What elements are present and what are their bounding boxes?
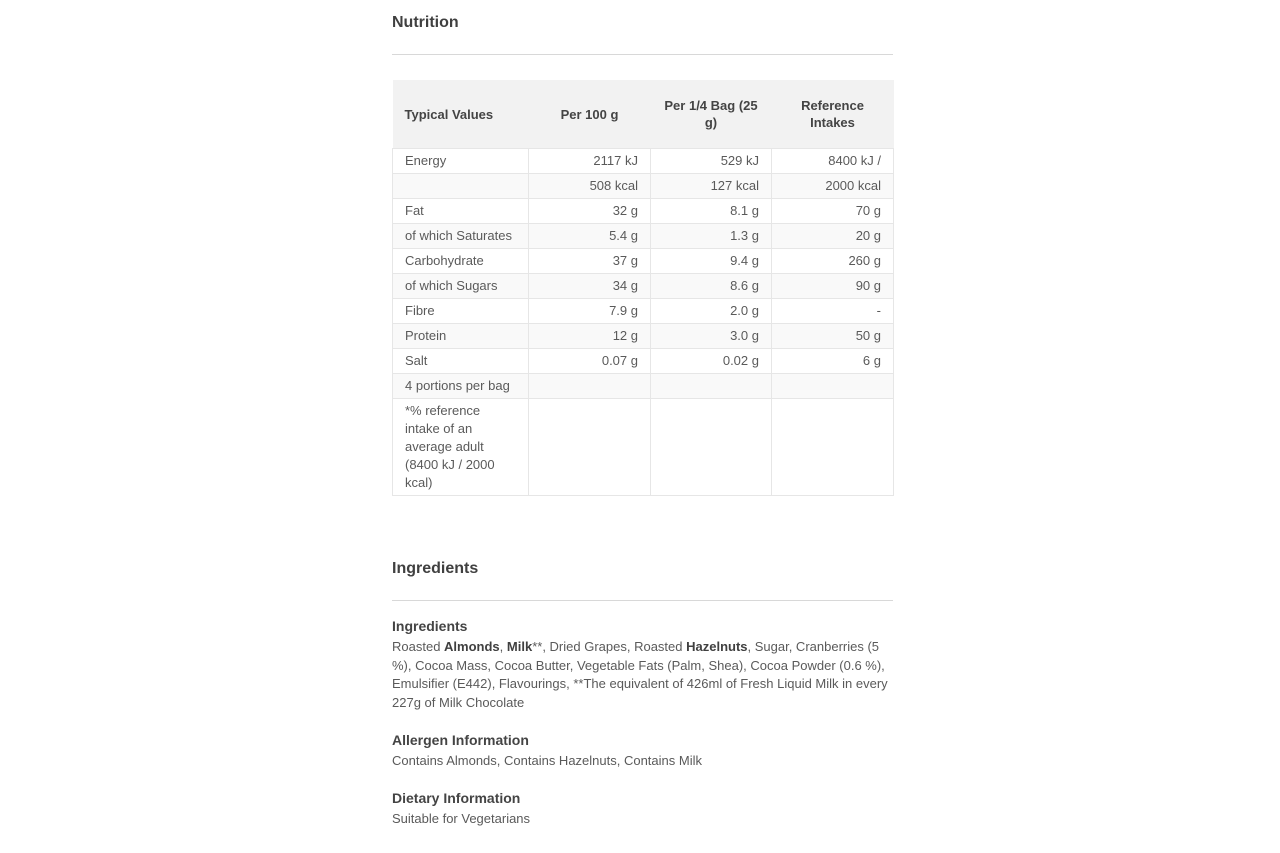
cell-per-portion: 9.4 g bbox=[651, 249, 772, 274]
cell-per-100g: 508 kcal bbox=[529, 174, 651, 199]
cell-per-100g: 12 g bbox=[529, 324, 651, 349]
ingredients-text-fragment: , bbox=[499, 639, 507, 654]
ingredients-text-fragment: Roasted bbox=[392, 639, 445, 654]
cell-per-100g: 2117 kJ bbox=[529, 149, 651, 174]
allergen-block bbox=[392, 731, 893, 771]
nutrition-title: Nutrition bbox=[392, 14, 459, 31]
dietary-text: Suitable for Vegetarians bbox=[392, 811, 531, 826]
cell-per-portion: 3.0 g bbox=[651, 324, 772, 349]
ingredients-divider bbox=[392, 600, 893, 601]
cell-per-portion: 1.3 g bbox=[651, 224, 772, 249]
row-label: Salt bbox=[393, 349, 529, 374]
cell-per-portion: 529 kJ bbox=[651, 149, 772, 174]
allergen-highlight: Milk bbox=[506, 639, 533, 654]
row-label: Fibre bbox=[393, 299, 529, 324]
row-label bbox=[393, 174, 529, 199]
cell-per-100g: 7.9 g bbox=[529, 299, 651, 324]
ingredients-text-fragment: , Sugar, Cranberries (5 %), Cocoa Mass, Cocoa Butter, Vegetable Fats (Palm, Shea), Cocoa Powder (0.6 %), Emulsifier (E442), Flavourings, **The equivalent of 426ml of Fresh Liquid Milk in every 227g of Milk Chocolate bbox=[392, 639, 888, 710]
dietary-heading: Dietary Information bbox=[392, 790, 521, 806]
ingredients-block bbox=[392, 617, 893, 712]
dietary-block bbox=[392, 789, 893, 829]
ingredients-text bbox=[392, 638, 893, 712]
cell-reference-intake: 6 g bbox=[772, 349, 894, 374]
cell-reference-intake: 2000 kcal bbox=[772, 174, 894, 199]
header-typical-values: Typical Values bbox=[393, 80, 529, 149]
row-label: Carbohydrate bbox=[393, 249, 529, 274]
table-row bbox=[393, 299, 894, 324]
allergen-highlight: Hazelnuts bbox=[686, 639, 748, 654]
table-row bbox=[393, 399, 894, 496]
row-label: Energy bbox=[393, 149, 529, 174]
nutrition-divider bbox=[392, 54, 893, 55]
cell-per-portion bbox=[651, 399, 772, 496]
table-row bbox=[393, 324, 894, 349]
cell-per-100g: 34 g bbox=[529, 274, 651, 299]
header-per-quarter-bag: Per 1/4 Bag (25 g) bbox=[651, 80, 772, 149]
cell-per-100g: 5.4 g bbox=[529, 224, 651, 249]
cell-per-portion: 8.6 g bbox=[651, 274, 772, 299]
nutrition-table bbox=[392, 80, 894, 496]
cell-per-portion: 0.02 g bbox=[651, 349, 772, 374]
row-label: 4 portions per bag bbox=[393, 374, 529, 399]
cell-reference-intake bbox=[772, 374, 894, 399]
table-row bbox=[393, 349, 894, 374]
cell-per-100g bbox=[529, 399, 651, 496]
cell-reference-intake: 90 g bbox=[772, 274, 894, 299]
row-label: of which Sugars bbox=[393, 274, 529, 299]
cell-per-portion: 2.0 g bbox=[651, 299, 772, 324]
allergen-text: Contains Almonds, Contains Hazelnuts, Contains Milk bbox=[392, 753, 702, 768]
table-row bbox=[393, 199, 894, 224]
cell-per-portion bbox=[651, 374, 772, 399]
ingredients-text-fragment: **, Dried Grapes, Roasted bbox=[532, 639, 687, 654]
table-row bbox=[393, 249, 894, 274]
table-row bbox=[393, 274, 894, 299]
row-label: *% reference intake of an average adult (8400 kJ / 2000 kcal) bbox=[393, 399, 529, 496]
cell-per-100g bbox=[529, 374, 651, 399]
allergen-highlight: Almonds bbox=[444, 639, 500, 654]
nutrition-header-row bbox=[393, 80, 894, 149]
header-reference-intakes: Reference Intakes bbox=[772, 80, 894, 149]
cell-reference-intake bbox=[772, 399, 894, 496]
cell-per-100g: 37 g bbox=[529, 249, 651, 274]
table-row bbox=[393, 149, 894, 174]
cell-reference-intake: 70 g bbox=[772, 199, 894, 224]
cell-per-portion: 127 kcal bbox=[651, 174, 772, 199]
table-row bbox=[393, 174, 894, 199]
cell-reference-intake: 8400 kJ / bbox=[772, 149, 894, 174]
cell-reference-intake: 50 g bbox=[772, 324, 894, 349]
row-label: of which Saturates bbox=[393, 224, 529, 249]
row-label: Protein bbox=[393, 324, 529, 349]
header-per-100g: Per 100 g bbox=[529, 80, 651, 149]
cell-per-portion: 8.1 g bbox=[651, 199, 772, 224]
cell-reference-intake: 20 g bbox=[772, 224, 894, 249]
table-row bbox=[393, 374, 894, 399]
cell-per-100g: 0.07 g bbox=[529, 349, 651, 374]
ingredients-section-title: Ingredients bbox=[392, 560, 479, 577]
ingredients-heading: Ingredients bbox=[392, 618, 468, 634]
row-label: Fat bbox=[393, 199, 529, 224]
cell-reference-intake: 260 g bbox=[772, 249, 894, 274]
cell-per-100g: 32 g bbox=[529, 199, 651, 224]
table-row bbox=[393, 224, 894, 249]
cell-reference-intake: - bbox=[772, 299, 894, 324]
allergen-heading: Allergen Information bbox=[392, 732, 529, 748]
